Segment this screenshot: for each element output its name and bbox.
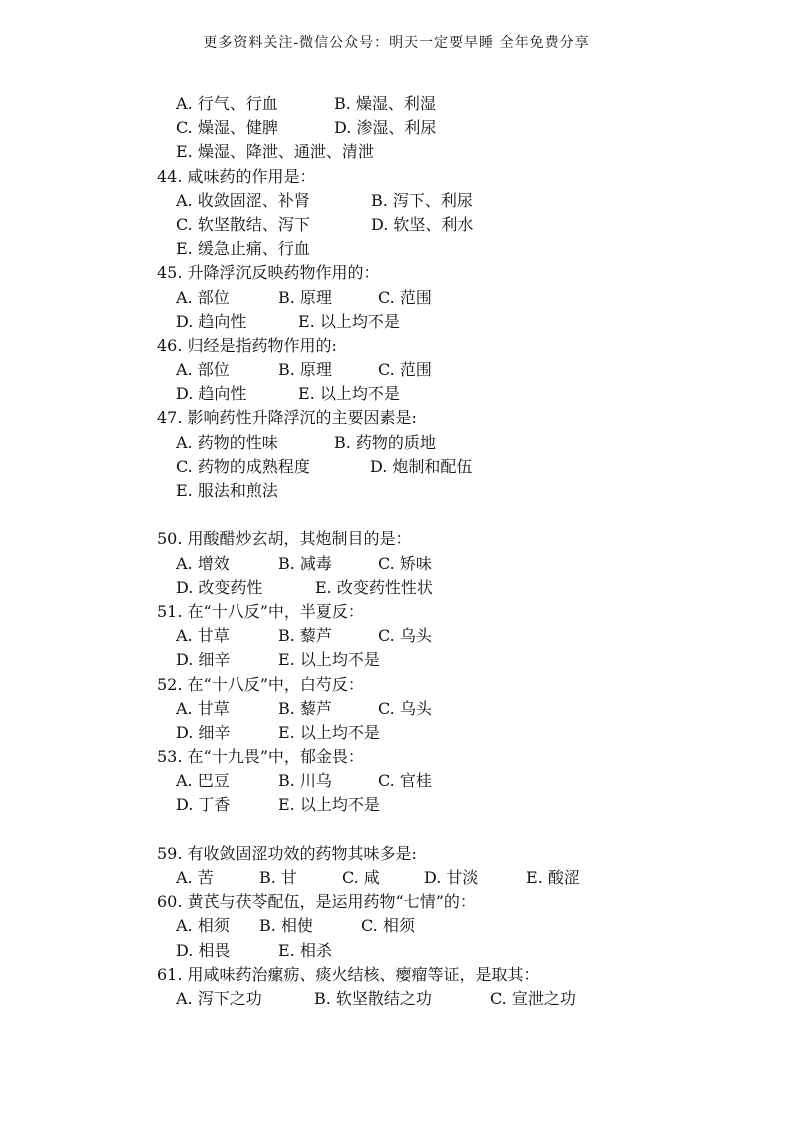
answer-option: E. 酸涩 <box>526 868 580 887</box>
answer-option: A. 苦 <box>176 868 214 887</box>
answer-option: C. 范围 <box>378 360 432 380</box>
option-row <box>157 914 717 938</box>
option-row <box>157 793 717 817</box>
answer-option: B. 燥湿、利湿 <box>334 94 436 113</box>
option-row <box>157 697 717 721</box>
option-row <box>157 987 717 1011</box>
option-row <box>157 189 717 213</box>
question-text: 44. 咸味药的作用是： <box>157 166 316 186</box>
question-text: 52. 在“十八反”中，白芍反： <box>157 674 364 694</box>
answer-option: A. 药物的性味 <box>176 432 278 452</box>
option-row <box>157 648 717 672</box>
option-row <box>157 140 717 164</box>
option-row <box>157 92 717 116</box>
section-gap <box>157 818 717 842</box>
answer-option: B. 藜芦 <box>278 626 332 646</box>
answer-option: C. 燥湿、健脾 <box>176 118 278 138</box>
option-row <box>157 382 717 406</box>
answer-option: C. 矫味 <box>378 553 432 573</box>
answer-option: C. 相须 <box>361 916 415 936</box>
option-row <box>157 310 717 334</box>
answer-option: A. 行气、行血 <box>176 94 278 113</box>
option-row <box>157 455 717 479</box>
answer-option: C. 咸 <box>342 868 380 887</box>
answer-option: A. 相须 <box>176 916 230 936</box>
answer-option: E. 以上均不是 <box>298 384 400 404</box>
answer-option: E. 服法和煎法 <box>176 481 278 500</box>
answer-option: E. 燥湿、降泄、通泄、清泄 <box>176 142 374 162</box>
question-text: 47. 影响药性升降浮沉的主要因素是: <box>157 408 417 428</box>
answer-option: D. 相畏 <box>176 940 231 960</box>
answer-option: A. 甘草 <box>176 698 230 718</box>
answer-option: E. 以上均不是 <box>278 722 380 742</box>
answer-option: B. 川乌 <box>278 771 332 791</box>
answer-option: C. 药物的成熟程度 <box>176 456 310 476</box>
option-row <box>157 576 717 600</box>
answer-option: D. 丁香 <box>176 795 231 815</box>
answer-option: A. 巴豆 <box>176 771 230 791</box>
answer-option: A. 甘草 <box>176 626 230 646</box>
question-list <box>157 92 717 1011</box>
question-text: 50. 用酸醋炒玄胡，其炮制目的是： <box>157 529 412 549</box>
option-row <box>157 939 717 963</box>
answer-option: C. 乌头 <box>378 698 432 718</box>
answer-option: E. 改变药性性状 <box>315 577 433 597</box>
answer-option: A. 部位 <box>176 287 230 307</box>
option-row <box>157 552 717 576</box>
answer-option: E. 相杀 <box>278 940 332 960</box>
answer-option: E. 缓急止痛、行血 <box>176 239 310 259</box>
question-text: 45. 升降浮沉反映药物作用的： <box>157 263 380 283</box>
answer-option: C. 乌头 <box>378 626 432 646</box>
answer-option: B. 甘 <box>259 868 297 887</box>
answer-option: A. 部位 <box>176 360 230 380</box>
answer-option: D. 渗湿、利尿 <box>334 118 437 138</box>
question-text: 53. 在“十九畏”中，郁金畏： <box>157 747 364 767</box>
answer-option: D. 细辛 <box>176 650 231 670</box>
answer-option: B. 药物的质地 <box>334 432 436 452</box>
answer-option: B. 藜芦 <box>278 698 332 718</box>
question-text: 61. 用咸味药治瘰疬、痰火结核、瘿瘤等证，是取其： <box>157 964 540 984</box>
question-text: 51. 在“十八反”中，半夏反： <box>157 601 364 621</box>
answer-option: A. 增效 <box>176 553 230 573</box>
option-row <box>157 237 717 261</box>
page-header: 更多资料关注-微信公众号：明天一定要早睡 全年免费分享 <box>203 35 590 51</box>
option-row <box>157 286 717 310</box>
option-row <box>157 213 717 237</box>
option-row <box>157 431 717 455</box>
answer-option: D. 软坚、利水 <box>371 214 474 234</box>
section-gap <box>157 503 717 527</box>
answer-option: E. 以上均不是 <box>278 795 380 815</box>
option-row <box>157 479 717 503</box>
option-row <box>157 769 717 793</box>
answer-option: B. 减毒 <box>278 553 332 573</box>
answer-option: A. 泻下之功 <box>176 988 262 1008</box>
answer-option: D. 细辛 <box>176 722 231 742</box>
question-text: 60. 黄芪与茯苓配伍，是运用药物“七情”的： <box>157 892 476 912</box>
answer-option: B. 相使 <box>259 916 313 936</box>
answer-option: D. 改变药性 <box>176 577 263 597</box>
answer-option: B. 原理 <box>278 360 332 380</box>
answer-option: D. 甘淡 <box>424 868 479 887</box>
answer-option: E. 以上均不是 <box>278 650 380 670</box>
answer-option: D. 炮制和配伍 <box>370 456 473 476</box>
answer-option: A. 收敛固涩、补肾 <box>176 190 310 210</box>
answer-option: C. 范围 <box>378 287 432 307</box>
answer-option: E. 以上均不是 <box>298 311 400 331</box>
option-row <box>157 866 717 890</box>
question-text: 46. 归经是指药物作用的: <box>157 335 337 355</box>
answer-option: D. 趋向性 <box>176 311 247 331</box>
answer-option: B. 软坚散结之功 <box>314 988 432 1008</box>
question-text: 59. 有收敛固涩功效的药物其味多是: <box>157 843 417 863</box>
answer-option: D. 趋向性 <box>176 384 247 404</box>
option-row <box>157 358 717 382</box>
option-row <box>157 624 717 648</box>
answer-option: C. 官桂 <box>378 771 432 791</box>
answer-option: B. 泻下、利尿 <box>371 190 473 210</box>
option-row <box>157 116 717 140</box>
option-row <box>157 721 717 745</box>
answer-option: C. 软坚散结、泻下 <box>176 214 310 234</box>
answer-option: B. 原理 <box>278 287 332 307</box>
answer-option: C. 宣泄之功 <box>490 988 576 1008</box>
